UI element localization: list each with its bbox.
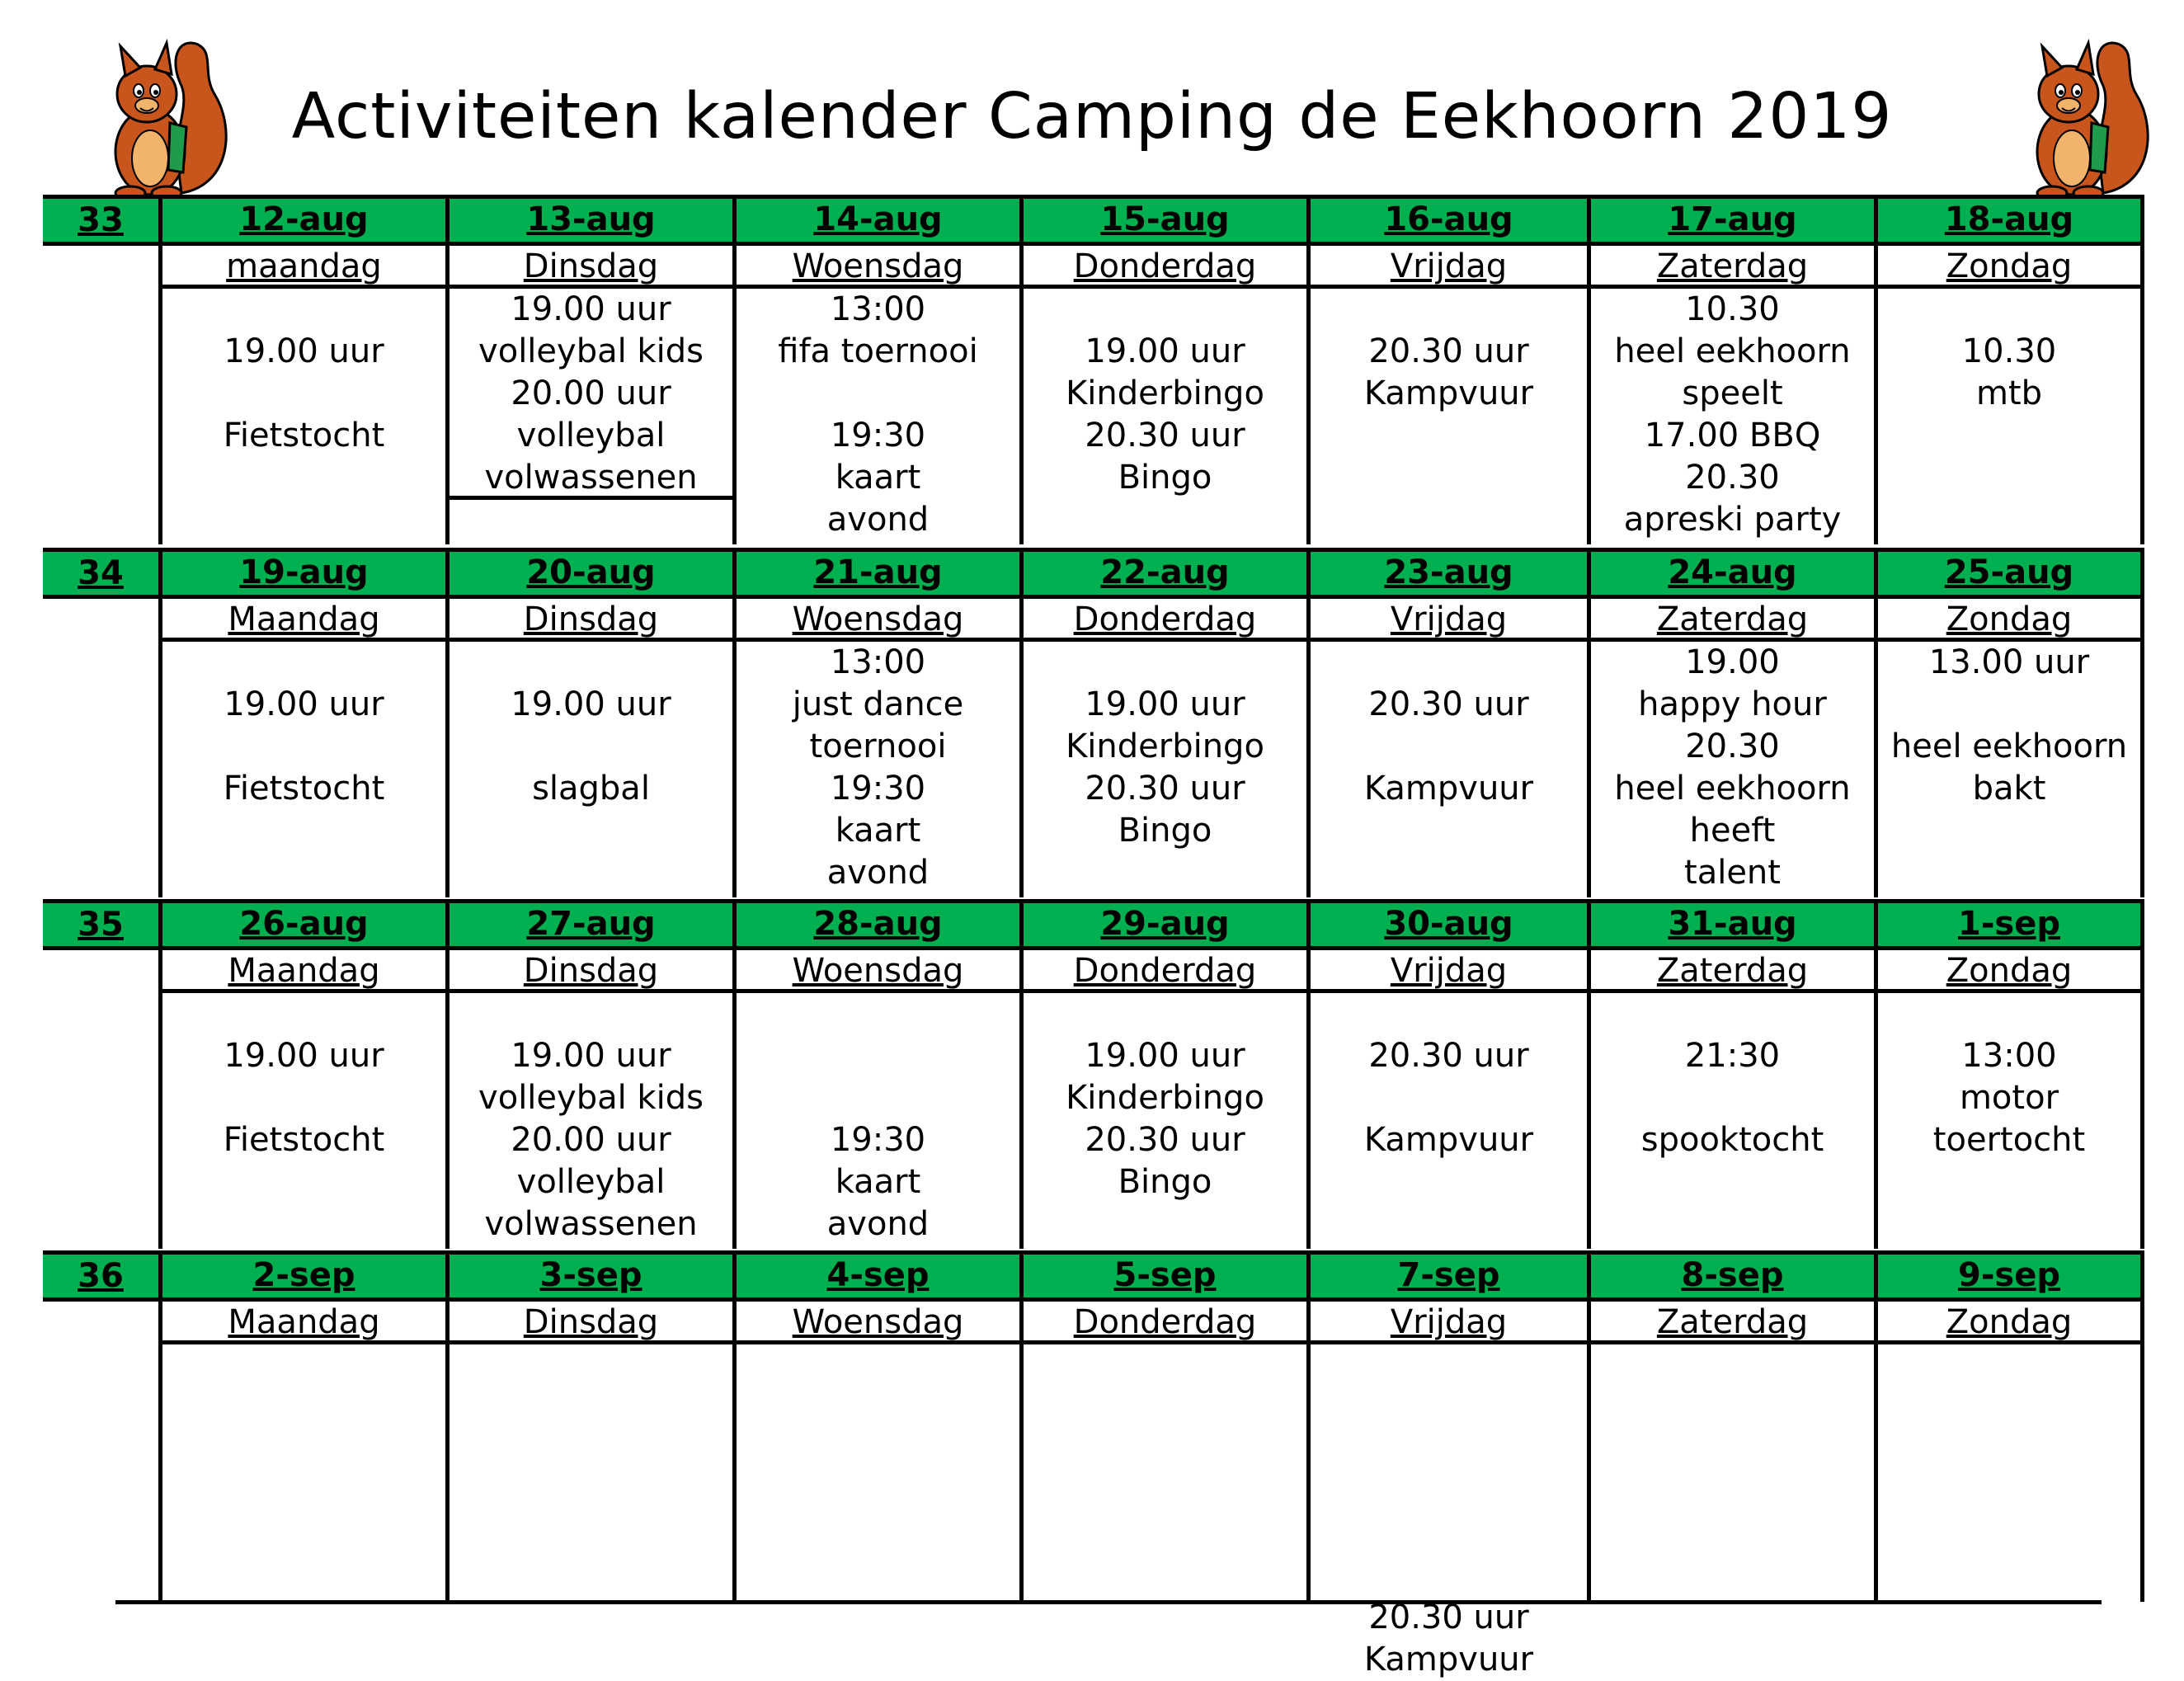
activity-line [1311, 726, 1587, 768]
weekday-cell: Maandag [158, 1302, 445, 1344]
activity-cell [1587, 1344, 1874, 1602]
date-cell: 24-aug [1587, 548, 1874, 599]
activity-line [737, 993, 1019, 1035]
weekday-cell: Dinsdag [445, 599, 732, 642]
activity-line: volwassenen [484, 459, 698, 497]
activity-line: 19.00 uur [1085, 332, 1245, 370]
weekday-cell: Donderdag [1019, 599, 1306, 642]
activity-cell [1874, 642, 2144, 897]
activity-line [1311, 289, 1587, 331]
activity-line: heel eekhoorn [1614, 770, 1851, 808]
weekday-cell: Donderdag [1019, 246, 1306, 289]
date-cell: 8-sep [1587, 1250, 1874, 1302]
activity-cell [1306, 289, 1587, 544]
weekday-cell: Vrijdag [1306, 246, 1587, 289]
activity-line: Kampvuur [1363, 770, 1534, 808]
activity-cell [1019, 642, 1306, 897]
weekday-cell: Donderdag [1019, 1302, 1306, 1344]
activity-line [1878, 289, 2140, 331]
date-cell: 25-aug [1874, 548, 2144, 599]
activity-cell [732, 642, 1019, 897]
activity-line [1311, 642, 1587, 684]
activity-line: 19:30 [830, 1121, 926, 1159]
date-cell: 5-sep [1019, 1250, 1306, 1302]
weekday-cell: Vrijdag [1306, 950, 1587, 993]
activity-cell [445, 993, 732, 1249]
date-cell: 30-aug [1306, 899, 1587, 950]
date-cell: 7-sep [1306, 1250, 1587, 1302]
activity-line: bakt [1972, 770, 2046, 808]
weekday-row [158, 599, 2144, 642]
weekday-cell: Zondag [1874, 1302, 2144, 1344]
date-cell: 1-sep [1874, 899, 2144, 950]
activity-line: 13:00 [830, 290, 926, 328]
weekday-cell: Woensdag [732, 950, 1019, 993]
activity-line: Kampvuur [1363, 1121, 1534, 1159]
activity-line: 20.30 uur [1085, 1121, 1245, 1159]
weekday-cell: Donderdag [1019, 950, 1306, 993]
activity-cell [732, 1344, 1019, 1602]
activity-line: apreski party [1623, 501, 1842, 539]
activity-line: volleybal kids [478, 1079, 704, 1117]
activity-line: heeft [1689, 812, 1776, 850]
activity-line: 10.30 [1961, 332, 2057, 370]
date-cell: 31-aug [1587, 899, 1874, 950]
activity-line [1878, 993, 2140, 1035]
date-cell: 9-sep [1874, 1250, 2144, 1302]
activity-line: avond [826, 1205, 930, 1243]
activity-line: 13:00 [830, 643, 926, 681]
activity-cell [1874, 993, 2144, 1249]
activity-line: slagbal [532, 770, 650, 808]
weekday-cell: Dinsdag [445, 246, 732, 289]
activity-line [450, 726, 732, 768]
activity-cell [1019, 993, 1306, 1249]
activity-line [1311, 1387, 1587, 1429]
activity-cell [158, 1344, 445, 1602]
activity-line: 10.30 [1685, 290, 1780, 328]
activity-line: 20.30 uur [1368, 332, 1529, 370]
activity-cell [445, 642, 732, 897]
activity-line: heel eekhoorn [1890, 727, 2128, 765]
date-cell: 27-aug [445, 899, 732, 950]
activity-line: volleybal [516, 1163, 666, 1201]
weekday-cell: Vrijdag [1306, 1302, 1587, 1344]
activity-line: 19.00 uur [511, 290, 671, 328]
date-cell: 21-aug [732, 548, 1019, 599]
date-cell: 22-aug [1019, 548, 1306, 599]
date-cell: 3-sep [445, 1250, 732, 1302]
weekday-cell: Zaterdag [1587, 246, 1874, 289]
date-cell: 28-aug [732, 899, 1019, 950]
activity-line [162, 1077, 445, 1119]
activity-cell [158, 289, 445, 544]
date-cell: 23-aug [1306, 548, 1587, 599]
activity-line: kaart [835, 1163, 921, 1201]
activity-line: mtb [1975, 374, 2043, 412]
activity-line: Kinderbingo [1066, 1079, 1264, 1117]
weekday-cell: Zaterdag [1587, 950, 1874, 993]
activity-line [1024, 993, 1306, 1035]
activity-line [737, 1077, 1019, 1119]
activity-line: 19:30 [830, 770, 926, 808]
activity-line [1878, 684, 2140, 726]
activity-line: just dance [792, 685, 964, 723]
weekday-row [158, 1302, 2144, 1344]
weekday-cell: Maandag [158, 950, 445, 993]
activities-row [158, 289, 2144, 544]
activity-line: 21:30 [1684, 1037, 1781, 1075]
activity-line: 19:30 [830, 417, 926, 454]
activity-line: Fietstocht [223, 770, 385, 808]
date-cell: 2-sep [158, 1250, 445, 1302]
date-cell: 12-aug [158, 195, 445, 246]
week-number: 33 [78, 201, 124, 239]
activity-line: volleybal kids [478, 332, 704, 370]
week-number: 34 [78, 554, 124, 592]
weekday-row [158, 246, 2144, 289]
activity-line: 13:00 [1961, 1037, 2057, 1075]
date-cell: 29-aug [1019, 899, 1306, 950]
activity-line [162, 726, 445, 768]
activity-line: toertocht [1932, 1121, 2086, 1159]
date-cell: 26-aug [158, 899, 445, 950]
page-title: Activiteiten kalender Camping de Eekhoorn 2019 [291, 80, 1893, 153]
activity-line: 13.00 uur [1928, 643, 2090, 681]
weekday-cell: Zondag [1874, 950, 2144, 993]
weekday-cell: Zondag [1874, 599, 2144, 642]
activity-cell [1587, 642, 1874, 897]
activity-line: speelt [1682, 374, 1783, 412]
activity-line [162, 993, 445, 1035]
activity-line: happy hour [1638, 685, 1827, 723]
date-cell: 15-aug [1019, 195, 1306, 246]
activity-line [1311, 993, 1587, 1035]
activity-line: 17.00 BBQ [1644, 417, 1821, 454]
activity-line [1311, 1429, 1587, 1471]
activity-line: volleybal [516, 417, 666, 454]
activity-line: kaart [835, 459, 921, 497]
week-number: 36 [78, 1257, 124, 1295]
weekday-cell: Woensdag [732, 599, 1019, 642]
activity-line: 19.00 uur [224, 1037, 384, 1075]
date-cell: 19-aug [158, 548, 445, 599]
activity-line: 20.00 uur [511, 1121, 671, 1159]
activity-cell [158, 993, 445, 1249]
activity-cell [1587, 993, 1874, 1249]
activity-line: 20.30 uur [1368, 685, 1529, 723]
activity-line: Bingo [1118, 459, 1212, 497]
week-number: 35 [78, 906, 124, 944]
weekday-row [158, 950, 2144, 993]
cell-divider [450, 496, 732, 500]
activity-cell [1874, 1344, 2144, 1602]
weekday-cell: Maandag [158, 599, 445, 642]
activity-line [450, 993, 732, 1035]
calendar-bottom-border [115, 1600, 2102, 1604]
activity-line: 20.30 [1685, 459, 1780, 497]
activity-line: 19.00 uur [224, 332, 384, 370]
date-cell: 14-aug [732, 195, 1019, 246]
activity-line [1311, 1471, 1587, 1513]
activity-line: 19.00 uur [511, 685, 671, 723]
activity-cell [1306, 1344, 1587, 1679]
activity-line: Kinderbingo [1066, 374, 1264, 412]
weekday-cell: Dinsdag [445, 1302, 732, 1344]
weekday-cell: Zaterdag [1587, 599, 1874, 642]
activity-line [1311, 1077, 1587, 1119]
activity-line: volwassenen [484, 1205, 698, 1243]
activity-line: avond [826, 854, 930, 892]
weekday-cell: Woensdag [732, 1302, 1019, 1344]
activity-line: Bingo [1118, 1163, 1212, 1201]
activity-cell [1306, 993, 1587, 1249]
activity-cell [1587, 289, 1874, 544]
activity-line: 19.00 uur [1085, 685, 1245, 723]
activity-line: 20.30 [1685, 727, 1780, 765]
weekday-cell: Vrijdag [1306, 599, 1587, 642]
squirrel-mascot-icon [91, 28, 229, 201]
activity-line [737, 373, 1019, 415]
weekday-cell: Woensdag [732, 246, 1019, 289]
date-cell: 4-sep [732, 1250, 1019, 1302]
activities-row [158, 1344, 2144, 1679]
activity-line [1311, 1344, 1587, 1387]
weekday-cell: maandag [158, 246, 445, 289]
activity-line [1024, 289, 1306, 331]
activity-line [450, 642, 732, 684]
activity-line: heel eekhoorn [1614, 332, 1851, 370]
activity-cell [445, 289, 732, 544]
date-cell: 17-aug [1587, 195, 1874, 246]
activity-line: 20.30 uur [1368, 1599, 1529, 1636]
activity-line: toernooi [809, 727, 947, 765]
activity-line [1024, 642, 1306, 684]
activity-line [1591, 993, 1874, 1035]
activity-line: fifa toernooi [778, 332, 978, 370]
activity-cell [1306, 642, 1587, 897]
activity-cell [1019, 289, 1306, 544]
activity-line: kaart [835, 812, 921, 850]
activity-line: 20.30 uur [1085, 770, 1245, 808]
activity-line [737, 1035, 1019, 1077]
activity-line: 19.00 [1685, 643, 1780, 681]
activity-cell [445, 1344, 732, 1602]
activity-line [1591, 1077, 1874, 1119]
activity-line: Kampvuur [1363, 374, 1534, 412]
weekday-cell: Zondag [1874, 246, 2144, 289]
date-cell: 16-aug [1306, 195, 1587, 246]
weekday-cell: Dinsdag [445, 950, 732, 993]
activity-line [162, 642, 445, 684]
activity-cell [732, 993, 1019, 1249]
activity-line: 19.00 uur [511, 1037, 671, 1075]
weekday-cell: Zaterdag [1587, 1302, 1874, 1344]
activity-line [162, 373, 445, 415]
date-cell: 13-aug [445, 195, 732, 246]
activity-cell [732, 289, 1019, 544]
squirrel-mascot-icon [2012, 28, 2151, 201]
activity-line: 20.30 uur [1368, 1037, 1529, 1075]
activities-row [158, 993, 2144, 1249]
date-cell: 18-aug [1874, 195, 2144, 246]
activity-cell [158, 642, 445, 897]
activity-line: motor [1959, 1079, 2059, 1117]
activity-line: spooktocht [1640, 1121, 1824, 1159]
date-cell: 20-aug [445, 548, 732, 599]
activity-line [1311, 1513, 1587, 1555]
activity-line: 19.00 uur [1085, 1037, 1245, 1075]
activity-line: talent [1684, 854, 1781, 892]
activity-line: Bingo [1118, 812, 1212, 850]
activity-line: 20.00 uur [511, 374, 671, 412]
activity-line: 19.00 uur [224, 685, 384, 723]
activity-line: avond [826, 501, 930, 539]
activity-line: 20.30 uur [1085, 417, 1245, 454]
activity-line: Fietstocht [223, 1121, 385, 1159]
activity-line: Kampvuur [1363, 1641, 1534, 1679]
activities-row [158, 642, 2144, 897]
activity-cell [1874, 289, 2144, 544]
activity-line: Fietstocht [223, 417, 385, 454]
activity-line: Kinderbingo [1066, 727, 1264, 765]
activity-cell [1019, 1344, 1306, 1602]
activity-line [1311, 1555, 1587, 1597]
activity-line [162, 289, 445, 331]
